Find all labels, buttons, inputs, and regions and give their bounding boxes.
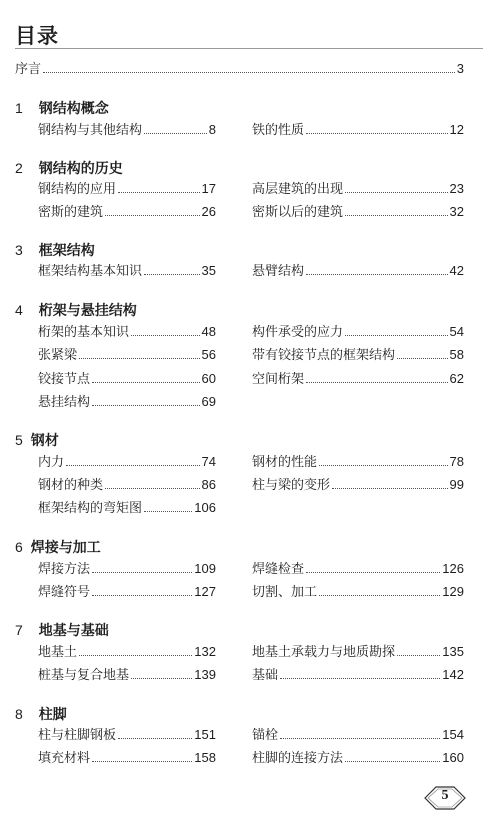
entry-label: 钢材的种类 xyxy=(38,478,104,493)
entry-label: 桩基与复合地基 xyxy=(38,668,130,683)
entry-page: 142 xyxy=(442,667,464,682)
toc-entry[interactable] xyxy=(38,749,216,767)
entry-page: 106 xyxy=(194,500,216,515)
entry-label: 填充材料 xyxy=(38,751,91,766)
toc-entry[interactable] xyxy=(38,262,216,280)
dot-leader xyxy=(105,214,200,216)
chapter-title: 地基与基础 xyxy=(38,623,109,639)
entry-page: 26 xyxy=(201,204,216,219)
chapter-heading xyxy=(15,430,59,450)
chapter-heading xyxy=(15,537,101,557)
entry-page: 48 xyxy=(201,324,216,339)
chapter-title: 桁架与悬挂结构 xyxy=(38,303,137,319)
dot-leader xyxy=(345,214,448,216)
entry-label: 密斯以后的建筑 xyxy=(252,205,344,220)
dot-leader xyxy=(306,571,440,573)
dot-leader xyxy=(345,191,448,193)
entry-label: 切割、加工 xyxy=(252,585,318,600)
dot-leader xyxy=(105,487,200,489)
dot-leader xyxy=(118,737,192,739)
toc-entry[interactable] xyxy=(38,499,216,517)
entry-page: 54 xyxy=(449,324,464,339)
entry-page: 8 xyxy=(208,122,216,137)
toc-entry[interactable] xyxy=(252,453,464,471)
dot-leader xyxy=(319,594,440,596)
chapter-heading xyxy=(15,158,123,178)
entry-label: 悬臂结构 xyxy=(252,264,305,279)
chapter-title: 钢结构的历史 xyxy=(38,161,123,177)
entry-page: 69 xyxy=(201,394,216,409)
toc-entry[interactable] xyxy=(252,180,464,198)
toc-entry[interactable] xyxy=(252,346,464,364)
toc-entry[interactable] xyxy=(252,749,464,767)
toc-entry[interactable] xyxy=(252,203,464,221)
entry-label: 地基土 xyxy=(38,645,78,660)
entry-label: 焊缝检查 xyxy=(252,562,305,577)
entry-label: 空间桁架 xyxy=(252,372,305,387)
toc-entry-preface[interactable] xyxy=(15,60,464,78)
chapter-number: 7 xyxy=(15,622,23,638)
dot-leader xyxy=(397,654,440,656)
entry-label: 桁架的基本知识 xyxy=(38,325,130,340)
dot-leader xyxy=(280,677,440,679)
entry-page: 127 xyxy=(194,584,216,599)
entry-page: 60 xyxy=(201,371,216,386)
entry-page: 109 xyxy=(194,561,216,576)
toc-entry[interactable] xyxy=(252,476,464,494)
toc-entry[interactable] xyxy=(252,121,464,139)
chapter-number: 2 xyxy=(15,160,23,176)
entry-page: 56 xyxy=(201,347,216,362)
toc-title: 目录 xyxy=(15,24,59,48)
entry-page: 129 xyxy=(442,584,464,599)
entry-page: 158 xyxy=(194,750,216,765)
entry-page: 160 xyxy=(442,750,464,765)
toc-entry[interactable] xyxy=(252,560,464,578)
entry-page: 32 xyxy=(449,204,464,219)
entry-label: 带有铰接节点的框架结构 xyxy=(252,348,396,363)
chapter-heading xyxy=(15,620,109,640)
entry-label: 基础 xyxy=(252,668,279,683)
toc-entry[interactable] xyxy=(38,393,216,411)
dot-leader xyxy=(79,654,192,656)
entry-page: 74 xyxy=(201,454,216,469)
chapter-title: 框架结构 xyxy=(38,243,95,259)
toc-entry[interactable] xyxy=(38,121,216,139)
dot-leader xyxy=(306,381,448,383)
toc-entry[interactable] xyxy=(252,726,464,744)
toc-entry[interactable] xyxy=(38,583,216,601)
chapter-title: 钢材 xyxy=(30,433,59,449)
toc-entry[interactable] xyxy=(252,666,464,684)
entry-page: 154 xyxy=(442,727,464,742)
chapter-number: 4 xyxy=(15,302,23,318)
chapter-title: 柱脚 xyxy=(38,707,67,723)
entry-label: 铁的性质 xyxy=(252,123,305,138)
dot-leader xyxy=(144,273,200,275)
chapter-number: 3 xyxy=(15,242,23,258)
dot-leader xyxy=(79,357,200,359)
chapter-heading xyxy=(15,98,109,118)
toc-entry[interactable] xyxy=(252,370,464,388)
entry-page: 62 xyxy=(449,371,464,386)
entry-label: 框架结构的弯矩图 xyxy=(38,501,143,516)
entry-label: 柱脚的连接方法 xyxy=(252,751,344,766)
entry-label: 柱与梁的变形 xyxy=(252,478,331,493)
toc-entry[interactable] xyxy=(38,476,216,494)
chapter-title: 焊接与加工 xyxy=(30,540,101,556)
entry-label: 铰接节点 xyxy=(38,372,91,387)
entry-page: 135 xyxy=(442,644,464,659)
dot-leader xyxy=(306,273,448,275)
dot-leader xyxy=(319,464,448,466)
dot-leader xyxy=(118,191,200,193)
entry-page: 12 xyxy=(449,122,464,137)
dot-leader xyxy=(144,510,192,512)
toc-entry[interactable] xyxy=(38,180,216,198)
entry-page: 99 xyxy=(449,477,464,492)
toc-entry[interactable] xyxy=(252,583,464,601)
dot-leader xyxy=(397,357,448,359)
entry-page: 42 xyxy=(449,263,464,278)
chapter-heading xyxy=(15,704,67,724)
dot-leader xyxy=(345,334,448,336)
toc-entry[interactable] xyxy=(38,726,216,744)
entry-label: 张紧梁 xyxy=(38,348,78,363)
dot-leader xyxy=(144,132,207,134)
chapter-number: 5 xyxy=(15,432,23,448)
dot-leader xyxy=(280,737,440,739)
dot-leader xyxy=(306,132,448,134)
toc-entry[interactable] xyxy=(38,453,216,471)
toc-entry[interactable] xyxy=(38,370,216,388)
entry-label: 焊接方法 xyxy=(38,562,91,577)
entry-label: 悬挂结构 xyxy=(38,395,91,410)
entry-label: 柱与柱脚钢板 xyxy=(38,728,117,743)
entry-label: 框架结构基本知识 xyxy=(38,264,143,279)
entry-page: 23 xyxy=(449,181,464,196)
entry-label: 钢材的性能 xyxy=(252,455,318,470)
entry-label: 高层建筑的出现 xyxy=(252,182,344,197)
chapter-heading xyxy=(15,300,137,320)
entry-page: 132 xyxy=(194,644,216,659)
dot-leader xyxy=(131,677,192,679)
chapter-number: 6 xyxy=(15,539,23,555)
chapter-title: 钢结构概念 xyxy=(38,101,109,117)
entry-page: 126 xyxy=(442,561,464,576)
entry-page: 58 xyxy=(449,347,464,362)
dot-leader xyxy=(43,71,455,73)
toc-entry[interactable] xyxy=(252,262,464,280)
dot-leader xyxy=(131,334,200,336)
chapter-heading xyxy=(15,240,95,260)
dot-leader xyxy=(92,571,192,573)
entry-label: 构件承受的应力 xyxy=(252,325,344,340)
toc-entry[interactable] xyxy=(38,560,216,578)
dot-leader xyxy=(92,594,192,596)
chapter-number: 8 xyxy=(15,706,23,722)
entry-label: 内力 xyxy=(38,455,65,470)
entry-page: 3 xyxy=(456,61,464,76)
dot-leader xyxy=(92,404,200,406)
entry-label: 钢结构与其他结构 xyxy=(38,123,143,138)
entry-label: 地基土承载力与地质勘探 xyxy=(252,645,396,660)
chapter-number: 1 xyxy=(15,100,23,116)
entry-label: 序言 xyxy=(15,62,42,77)
toc-entry[interactable] xyxy=(38,346,216,364)
title-rule xyxy=(15,48,483,49)
dot-leader xyxy=(92,381,200,383)
page-number-badge xyxy=(424,786,466,810)
entry-label: 密斯的建筑 xyxy=(38,205,104,220)
dot-leader xyxy=(345,760,440,762)
toc-entry[interactable] xyxy=(38,323,216,341)
dot-leader xyxy=(332,487,448,489)
dot-leader xyxy=(66,464,200,466)
entry-label: 锚栓 xyxy=(252,728,279,743)
entry-page: 35 xyxy=(201,263,216,278)
entry-page: 139 xyxy=(194,667,216,682)
toc-entry[interactable] xyxy=(38,666,216,684)
entry-label: 钢结构的应用 xyxy=(38,182,117,197)
entry-page: 17 xyxy=(201,181,216,196)
toc-entry[interactable] xyxy=(252,643,464,661)
toc-entry[interactable] xyxy=(252,323,464,341)
toc-entry[interactable] xyxy=(38,203,216,221)
entry-page: 78 xyxy=(449,454,464,469)
page-number: 5 xyxy=(441,788,449,803)
toc-entry[interactable] xyxy=(38,643,216,661)
entry-label: 焊缝符号 xyxy=(38,585,91,600)
dot-leader xyxy=(92,760,192,762)
entry-page: 151 xyxy=(194,727,216,742)
entry-page: 86 xyxy=(201,477,216,492)
